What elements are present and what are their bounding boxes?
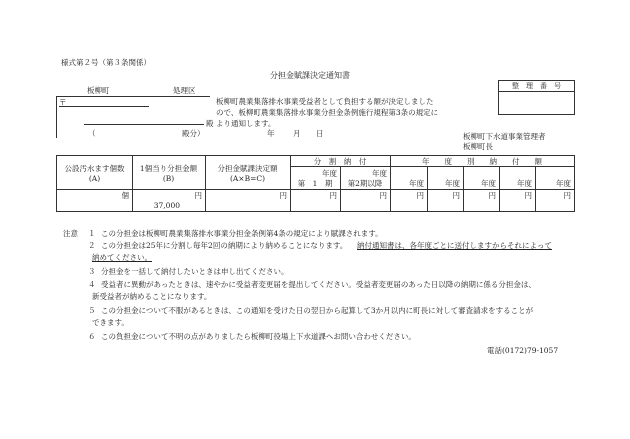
note-3-num: ３ xyxy=(88,267,96,276)
body-line-1: 板柳町農業集落排水事業受益者として負担する額が決定しました xyxy=(216,97,434,106)
town-label: 板柳町 xyxy=(87,86,110,95)
header-period-2: 第2期以降 xyxy=(347,179,383,188)
note-1-text: この分担金は板柳町農業集落排水事業分担金条例第4条の規定により賦課されます。 xyxy=(101,229,383,238)
issuer-title: 板柳町下水道事業管理者 xyxy=(463,132,546,141)
date-month: 月 xyxy=(293,129,301,138)
postal-code-line xyxy=(59,106,149,107)
document-title: 分担金賦課決定通知書 xyxy=(270,71,350,80)
header-period-1: 第 1 期 xyxy=(297,179,333,188)
address-top-rule xyxy=(56,96,210,97)
note-5-text: この分担金について不服があるときは、この通知を受けた日の翌日から起算して3か月以内に町長に対して審査請求をすることが xyxy=(101,306,534,315)
body-line-2: ので、板柳町農業集落排水事業分担金条例施行規程第3条の規定に xyxy=(216,108,439,117)
note-2-emphasis-cont: 納めてください。 xyxy=(92,253,152,262)
note-3-text: 分担金を一括して納付したいときは申し出てください。 xyxy=(101,267,289,276)
unit-yen-year-4: 円 xyxy=(524,191,532,200)
note-4-text-cont: 新受益者が納めることになります。 xyxy=(92,292,212,301)
phone-number: 電話(0172)79-1057 xyxy=(487,346,559,355)
date-day: 日 xyxy=(316,129,324,138)
note-2-emphasis: 納付通知書は、各年度ごとに送付しますからそれによって xyxy=(357,241,552,250)
header-yearly: 年 度 別 納 付 額 xyxy=(422,157,542,166)
note-5-text-cont: できます。 xyxy=(92,318,129,327)
unit-yen-year-3: 円 xyxy=(488,191,496,200)
header-year-1: 年度 xyxy=(322,169,337,178)
header-count-sub: (A) xyxy=(88,174,101,183)
unit-yen-inst-2: 円 xyxy=(379,191,387,200)
header-nendo-2: 年度 xyxy=(445,179,460,188)
header-unit-price: 1個当り分担金額 xyxy=(139,164,198,173)
notes-label: 注意 xyxy=(63,229,78,238)
header-count: 公設汚水ます個数 xyxy=(64,164,125,173)
assessment-table xyxy=(56,155,575,212)
note-6-text: この負担金について不明の点がありましたら板柳町役場上下水道課へお問い合わせください。 xyxy=(101,332,416,341)
reference-number-label: 整 理 番 号 xyxy=(512,82,561,90)
header-total: 分担金賦課決定額 xyxy=(217,164,278,173)
note-4-num: ４ xyxy=(88,280,96,289)
form-number: 様式第２号（第３条関係） xyxy=(61,58,151,67)
note-2-text: この分担金は25年に分割し毎年2回の納期により納めることになります。 xyxy=(101,241,348,250)
issuer-name: 板柳町長 xyxy=(463,142,493,151)
unit-yen-inst-1: 円 xyxy=(329,191,337,200)
note-5-num: ５ xyxy=(88,306,96,315)
postal-mark: 〒 xyxy=(59,98,67,107)
body-line-3: より通知します。 xyxy=(216,119,276,128)
unit-price-value: 37,000 xyxy=(153,201,180,210)
partial-label: 殿分） xyxy=(182,129,205,138)
reference-number-box xyxy=(498,80,575,115)
header-nendo-5: 年度 xyxy=(556,179,571,188)
name-line xyxy=(84,124,204,125)
paren-open: （ xyxy=(88,129,96,138)
address-left-rule xyxy=(56,96,57,138)
unit-count: 個 xyxy=(121,191,129,200)
unit-yen-year-2: 円 xyxy=(452,191,460,200)
honorific: 殿 xyxy=(206,119,214,128)
header-nendo-1: 年度 xyxy=(409,179,424,188)
note-4-text: 受益者に異動があったときは、速やかに受益者変更届を提出してください。受益者変更届のあった日以降の納期に係る分担金は、 xyxy=(101,280,536,289)
note-1-num: １ xyxy=(88,229,96,238)
district-label: 処理区 xyxy=(173,86,196,95)
unit-yen-total: 円 xyxy=(279,191,287,200)
note-6-num: ６ xyxy=(88,332,96,341)
header-nendo-4: 年度 xyxy=(517,179,532,188)
unit-yen-year-1: 円 xyxy=(416,191,424,200)
header-installment: 分 割 納 付 xyxy=(313,157,367,166)
unit-yen-price: 円 xyxy=(194,191,202,200)
unit-yen-year-5: 円 xyxy=(563,191,571,200)
note-2-num: ２ xyxy=(88,241,96,250)
header-nendo-3: 年度 xyxy=(481,179,496,188)
header-year-2: 年度 xyxy=(372,169,387,178)
date-year: 年 xyxy=(267,129,275,138)
header-total-sub: (A×B=C) xyxy=(229,174,266,183)
header-unit-price-sub: (B) xyxy=(162,174,175,183)
